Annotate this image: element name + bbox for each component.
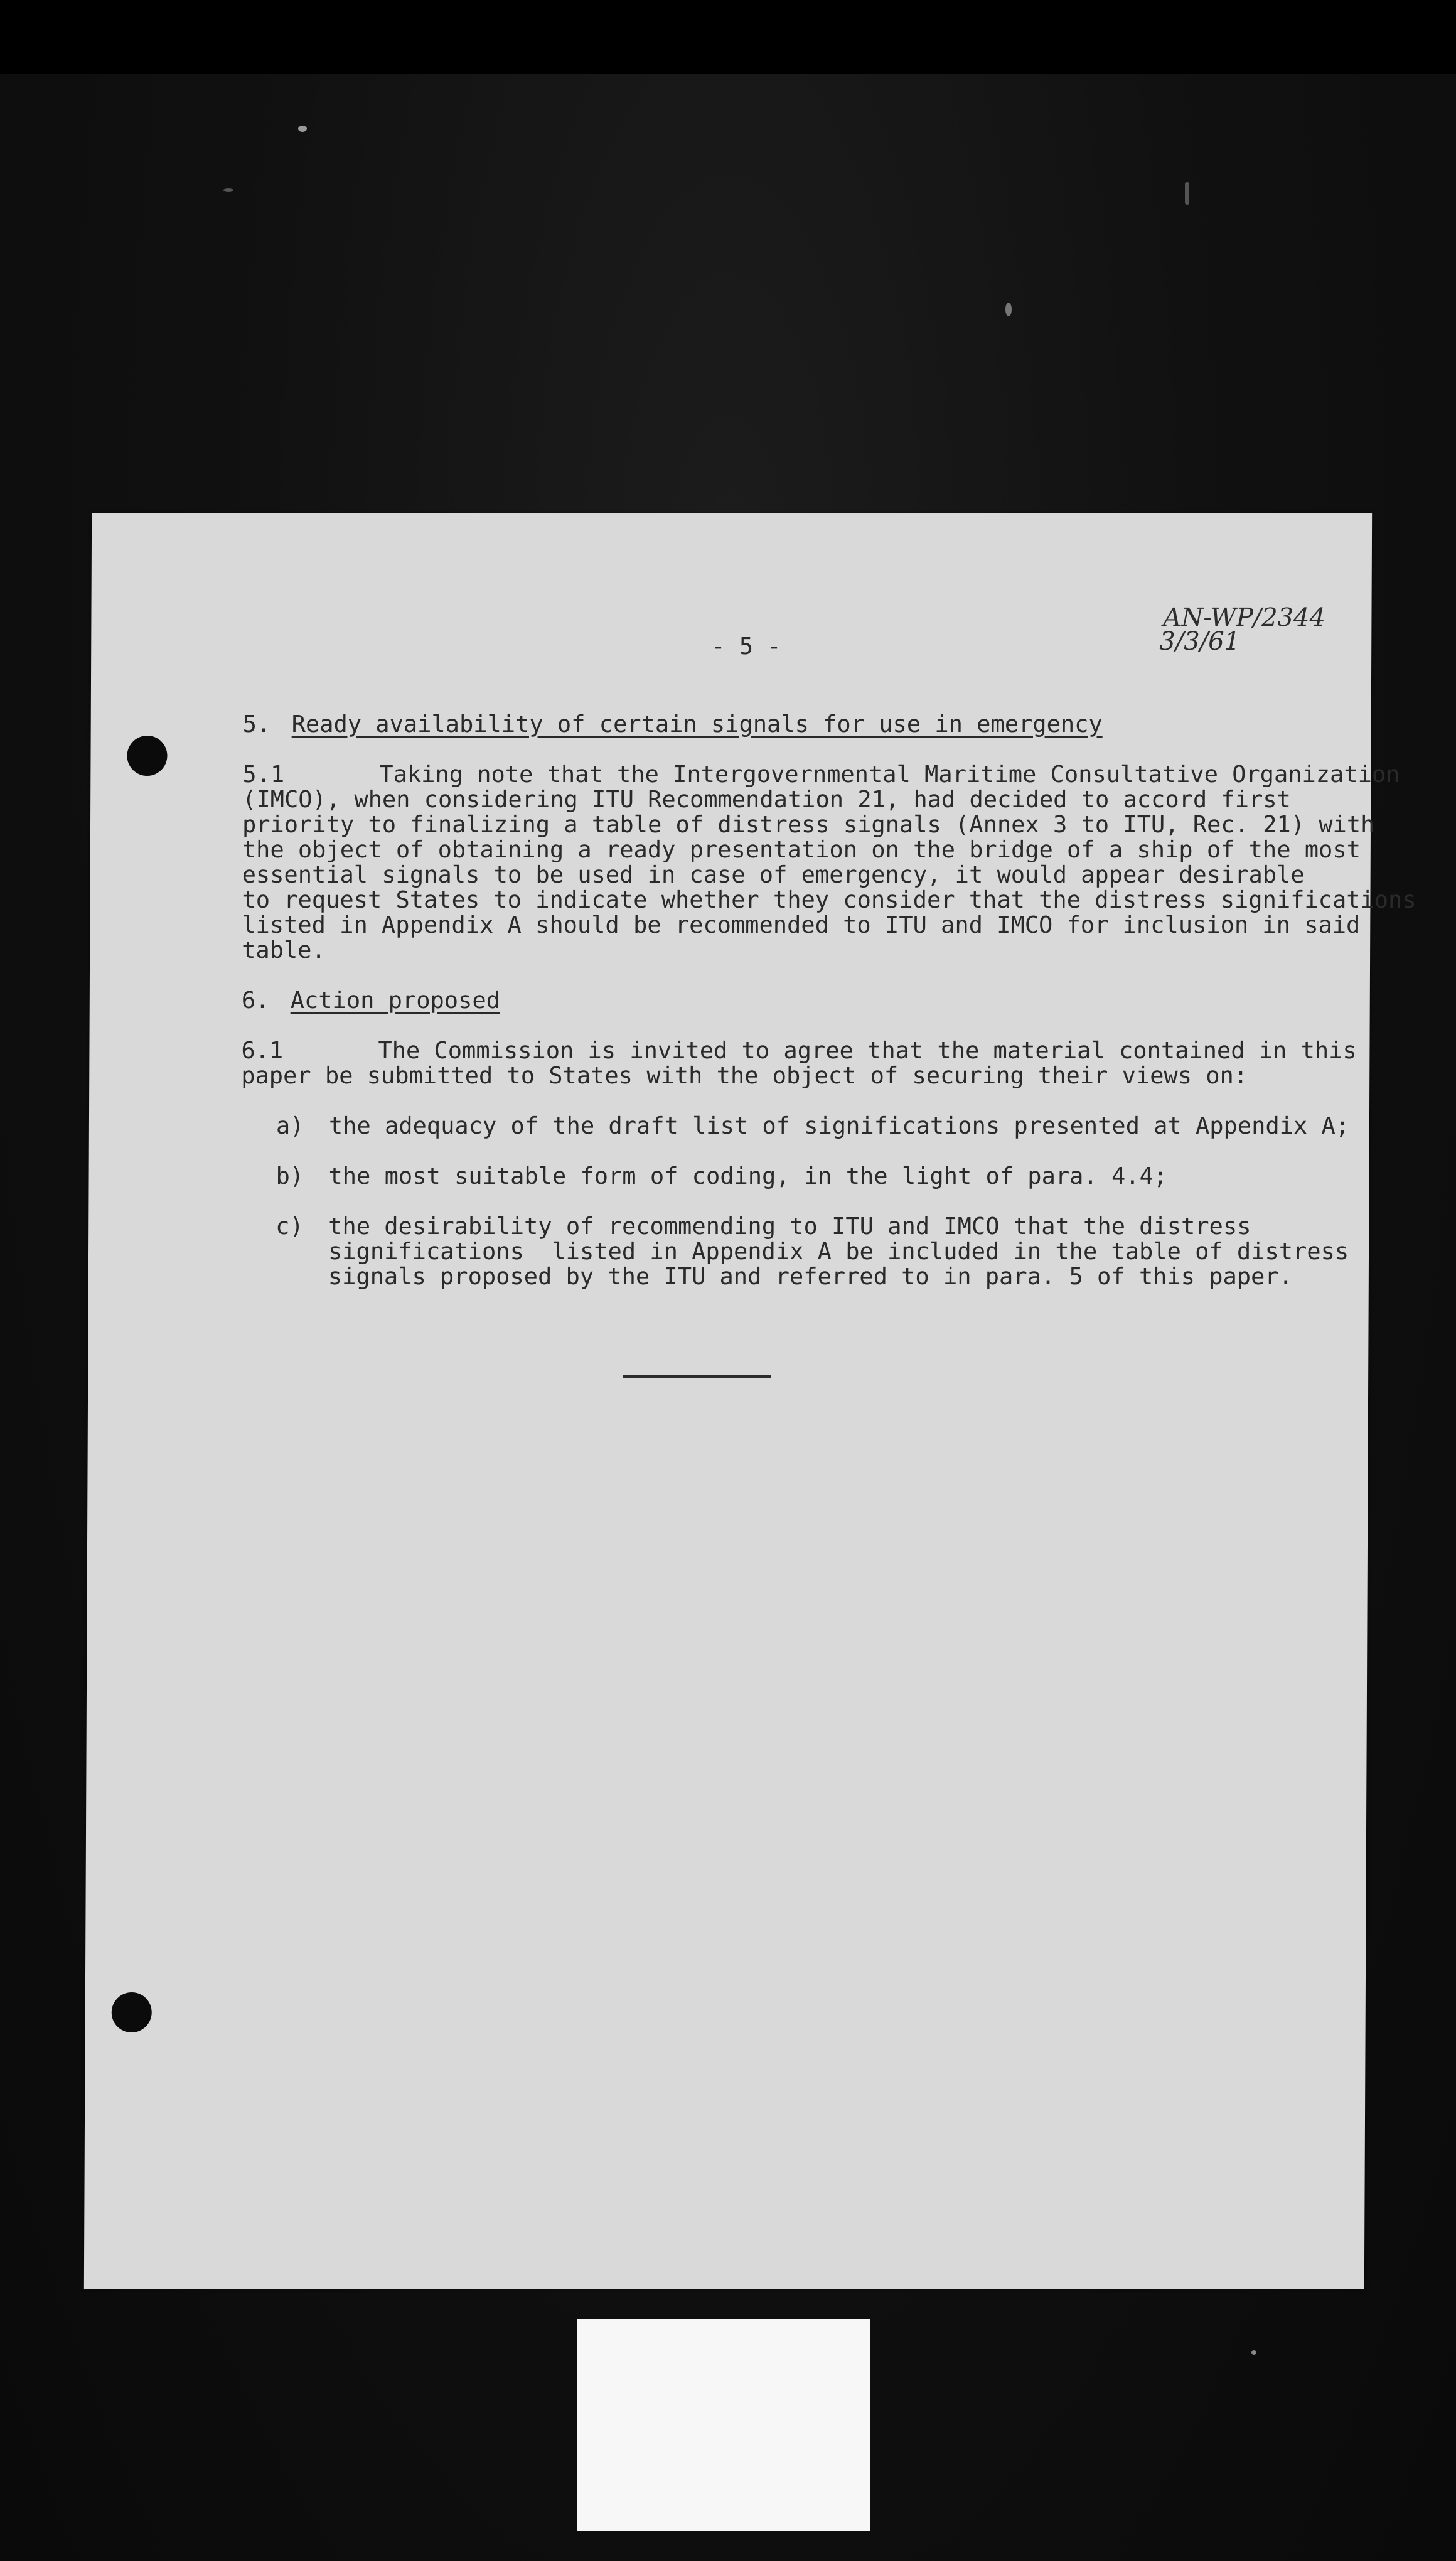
para51-line: to request States to indicate whether they consider that the distress significations [242, 886, 1416, 913]
section5-title: Ready availability of certain signals for use in emergency [291, 711, 1103, 738]
film-top-border [0, 0, 1456, 74]
section6-number: 6. [241, 987, 270, 1014]
para51-line: priority to finalizing a table of distress signals (Annex 3 to ITU, Rec. 21) with [242, 811, 1375, 838]
para51-line: the object of obtaining a ready presentation on the bridge of a ship of the most [242, 836, 1361, 863]
item-b-line: the most suitable form of coding, in the light of para. 4.4; [328, 1162, 1168, 1189]
para51-line: (IMCO), when considering ITU Recommendation 21, had decided to accord first [242, 786, 1291, 813]
section6-title: Action proposed [290, 987, 501, 1014]
para61-number: 6.1 [241, 1037, 284, 1064]
item-c-marker: c) [276, 1213, 304, 1240]
item-b-marker: b) [276, 1162, 304, 1189]
document-page [84, 513, 1416, 2289]
white-target-card [577, 2319, 870, 2531]
para51-line: listed in Appendix A should be recommended to ITU and IMCO for inclusion in said [242, 911, 1361, 938]
end-rule [623, 1375, 771, 1378]
para61-line: paper be submitted to States with the object of securing their views on: [241, 1062, 1248, 1089]
item-c-line: signals proposed by the ITU and referred to in para. 5 of this paper. [328, 1263, 1293, 1290]
item-c-line: the desirability of recommending to ITU and IMCO that the distress [328, 1213, 1251, 1240]
item-a-line: the adequacy of the draft list of significations presented at Appendix A; [328, 1112, 1350, 1139]
punch-hole-top [127, 736, 167, 776]
para51-number: 5.1 [242, 761, 285, 788]
para51-line: Taking note that the Intergovernmental Maritime Consultative Organization [379, 761, 1400, 788]
film-speck [1251, 2350, 1256, 2355]
doc-ref-line1: AN-WP/2344 [1163, 603, 1326, 632]
section5-number: 5. [242, 711, 271, 738]
item-a-marker: a) [276, 1112, 304, 1139]
punch-hole-bottom [112, 1992, 152, 2032]
item-c-line: significations listed in Appendix A be included in the table of distress [328, 1238, 1349, 1265]
page-number: - 5 - [711, 633, 781, 660]
film-speck [1005, 303, 1012, 316]
para51-line: table. [242, 937, 326, 964]
para51-line: essential signals to be used in case of emergency, it would appear desirable [242, 861, 1305, 888]
film-speck [223, 188, 233, 192]
para61-line: The Commission is invited to agree that the material contained in this [378, 1037, 1357, 1064]
film-speck [1185, 182, 1189, 205]
doc-ref-line2: 3/3/61 [1159, 627, 1241, 656]
film-speck [298, 126, 307, 132]
